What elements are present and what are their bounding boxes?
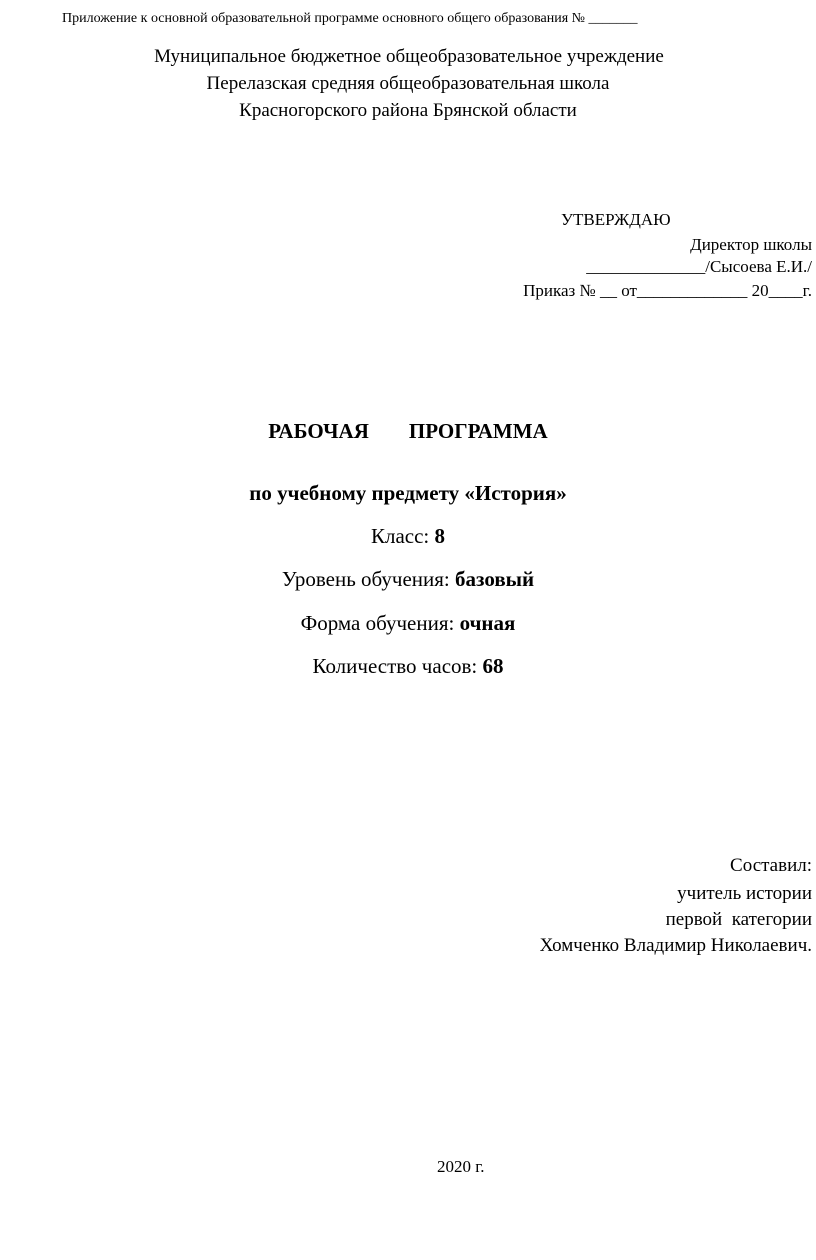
- approval-order: Приказ № __ от_____________ 20____г.: [523, 281, 812, 300]
- compiler-position: учитель истории: [677, 883, 812, 904]
- school-name-line-2: Перелазская средняя общеобразовательная школа: [206, 73, 610, 94]
- school-name-line-3: Красногорского района Брянской области: [239, 100, 577, 121]
- form-value: очная: [459, 611, 516, 635]
- program-hours: [0, 656, 816, 677]
- document-year: 2020 г.: [437, 1157, 485, 1176]
- program-title-word-1: РАБОЧАЯ: [268, 419, 369, 443]
- grade-value: 8: [434, 524, 446, 548]
- compiler-category: первой категории: [665, 909, 812, 930]
- hours-value: 68: [482, 654, 504, 678]
- compiler-label: Составил:: [730, 855, 812, 876]
- program-title: [0, 421, 816, 442]
- program-grade: [0, 526, 816, 547]
- school-name-line-1: Муниципальное бюджетное общеобразовательное учреждение: [154, 46, 664, 67]
- approval-signature: ______________/Сысоева Е.И./: [586, 257, 812, 276]
- form-label: Форма обучения:: [300, 611, 460, 635]
- compiler-name: Хомченко Владимир Николаевич.: [539, 935, 812, 956]
- grade-label: Класс:: [370, 524, 435, 548]
- approval-role: Директор школы: [690, 235, 812, 254]
- program-title-word-2: ПРОГРАММА: [408, 419, 548, 443]
- level-label: Уровень обучения:: [281, 567, 456, 591]
- program-subject: по учебному предмету «История»: [249, 481, 567, 505]
- program-level: [0, 569, 816, 590]
- hours-label: Количество часов:: [312, 654, 483, 678]
- appendix-note: Приложение к основной образовательной программе основного общего образования № _______: [62, 11, 638, 26]
- program-form: [0, 613, 816, 634]
- approval-title: УТВЕРЖДАЮ: [561, 210, 671, 229]
- level-value: базовый: [455, 567, 535, 591]
